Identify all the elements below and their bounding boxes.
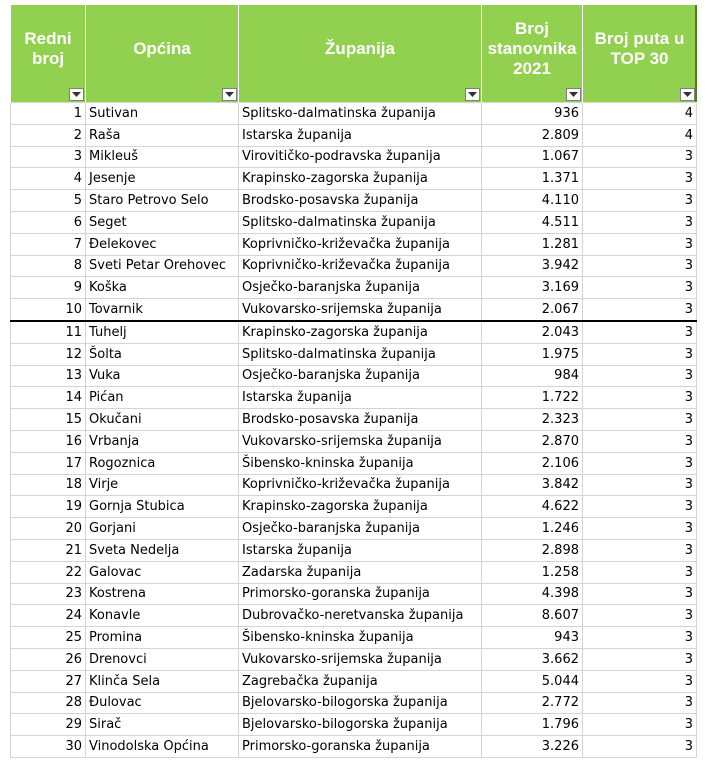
rank-cell[interactable]: 21 xyxy=(11,539,86,561)
population-cell[interactable]: 4.398 xyxy=(482,583,583,605)
municipality-cell[interactable]: Kostrena xyxy=(86,583,239,605)
municipality-cell[interactable]: Rogoznica xyxy=(86,452,239,474)
top30-count-cell[interactable]: 3 xyxy=(583,343,697,365)
rank-cell[interactable]: 2 xyxy=(11,124,86,146)
table-row xyxy=(11,561,697,583)
top30-count-cell[interactable]: 3 xyxy=(583,561,697,583)
top30-count-cell[interactable]: 4 xyxy=(583,103,697,125)
table-row xyxy=(11,409,697,431)
municipality-cell[interactable]: Gornja Stubica xyxy=(86,496,239,518)
rank-cell[interactable]: 17 xyxy=(11,452,86,474)
population-cell[interactable]: 3.842 xyxy=(482,474,583,496)
population-cell[interactable]: 1.258 xyxy=(482,561,583,583)
municipality-cell[interactable]: Galovac xyxy=(86,561,239,583)
rank-cell[interactable]: 5 xyxy=(11,190,86,212)
top30-count-cell[interactable]: 3 xyxy=(583,277,697,299)
municipality-cell[interactable]: Okučani xyxy=(86,409,239,431)
filter-dropdown-button[interactable] xyxy=(566,88,581,101)
table-row xyxy=(11,387,697,409)
table-row xyxy=(11,365,697,387)
column-header-label: Broj puta u TOP 30 xyxy=(594,28,685,68)
population-cell[interactable]: 2.106 xyxy=(482,452,583,474)
column-divider xyxy=(695,5,697,102)
column-header-top30-count xyxy=(583,5,697,103)
table-row xyxy=(11,539,697,561)
rank-cell[interactable]: 22 xyxy=(11,561,86,583)
county-cell[interactable]: Zagrebačka županija xyxy=(239,670,482,692)
table-row xyxy=(11,430,697,452)
top30-count-cell[interactable]: 3 xyxy=(583,692,697,714)
county-cell[interactable]: Vukovarsko-srijemska županija xyxy=(239,430,482,452)
municipality-cell[interactable]: Vrbanja xyxy=(86,430,239,452)
rank-cell[interactable]: 24 xyxy=(11,605,86,627)
county-cell[interactable]: Istarska županija xyxy=(239,387,482,409)
county-cell[interactable]: Krapinsko-zagorska županija xyxy=(239,168,482,190)
table-row xyxy=(11,474,697,496)
top30-count-cell[interactable]: 3 xyxy=(583,605,697,627)
column-header-rank xyxy=(11,5,86,103)
rank-cell[interactable]: 6 xyxy=(11,211,86,233)
rank-cell[interactable]: 7 xyxy=(11,233,86,255)
chevron-down-icon xyxy=(683,92,692,98)
municipality-cell[interactable]: Sveti Petar Orehovec xyxy=(86,255,239,277)
county-cell[interactable]: Splitsko-dalmatinska županija xyxy=(239,211,482,233)
population-cell[interactable]: 2.809 xyxy=(482,124,583,146)
column-header-label: Općina xyxy=(133,38,191,58)
table-row xyxy=(11,299,697,321)
county-cell[interactable]: Šibensko-kninska županija xyxy=(239,452,482,474)
top30-count-cell[interactable]: 3 xyxy=(583,299,697,321)
county-cell[interactable]: Šibensko-kninska županija xyxy=(239,627,482,649)
county-cell[interactable]: Krapinsko-zagorska županija xyxy=(239,321,482,343)
municipality-cell[interactable]: Staro Petrovo Selo xyxy=(86,190,239,212)
municipality-cell[interactable]: Koška xyxy=(86,277,239,299)
population-cell[interactable]: 3.942 xyxy=(482,255,583,277)
county-cell[interactable]: Brodsko-posavska županija xyxy=(239,190,482,212)
table-row xyxy=(11,321,697,343)
county-cell[interactable]: Primorsko-goranska županija xyxy=(239,583,482,605)
county-cell[interactable]: Splitsko-dalmatinska županija xyxy=(239,343,482,365)
population-cell[interactable]: 1.281 xyxy=(482,233,583,255)
spreadsheet xyxy=(10,5,696,758)
county-cell[interactable]: Krapinsko-zagorska županija xyxy=(239,496,482,518)
county-cell[interactable]: Bjelovarsko-bilogorska županija xyxy=(239,714,482,736)
top30-count-cell[interactable]: 3 xyxy=(583,146,697,168)
top30-count-cell[interactable]: 3 xyxy=(583,168,697,190)
table-row xyxy=(11,518,697,540)
table-row xyxy=(11,255,697,277)
county-cell[interactable]: Virovitičko-podravska županija xyxy=(239,146,482,168)
population-cell[interactable]: 8.607 xyxy=(482,605,583,627)
municipality-cell[interactable]: Šolta xyxy=(86,343,239,365)
column-header-label: Županija xyxy=(325,38,395,58)
population-cell[interactable]: 4.110 xyxy=(482,190,583,212)
table-row xyxy=(11,648,697,670)
rank-cell[interactable]: 10 xyxy=(11,299,86,321)
population-cell[interactable]: 3.662 xyxy=(482,648,583,670)
top30-count-cell[interactable]: 3 xyxy=(583,648,697,670)
table-row xyxy=(11,168,697,190)
table-row xyxy=(11,496,697,518)
county-cell[interactable]: Istarska županija xyxy=(239,539,482,561)
data-table xyxy=(10,5,697,758)
top30-count-cell[interactable]: 3 xyxy=(583,736,697,758)
table-row xyxy=(11,233,697,255)
chevron-down-icon xyxy=(569,92,578,98)
rank-cell[interactable]: 16 xyxy=(11,430,86,452)
municipality-cell[interactable]: Vinodolska Općina xyxy=(86,736,239,758)
population-cell[interactable]: 2.067 xyxy=(482,299,583,321)
municipality-cell[interactable]: Virje xyxy=(86,474,239,496)
top30-count-cell[interactable]: 3 xyxy=(583,714,697,736)
top30-count-cell[interactable]: 3 xyxy=(583,233,697,255)
table-row xyxy=(11,146,697,168)
rank-cell[interactable]: 8 xyxy=(11,255,86,277)
municipality-cell[interactable]: Mikleuš xyxy=(86,146,239,168)
rank-cell[interactable]: 23 xyxy=(11,583,86,605)
table-row xyxy=(11,211,697,233)
rank-cell[interactable]: 28 xyxy=(11,692,86,714)
table-row xyxy=(11,343,697,365)
population-cell[interactable]: 5.044 xyxy=(482,670,583,692)
filter-dropdown-button[interactable] xyxy=(465,88,480,101)
county-cell[interactable]: Primorsko-goranska županija xyxy=(239,736,482,758)
rank-cell[interactable]: 30 xyxy=(11,736,86,758)
population-cell[interactable]: 3.226 xyxy=(482,736,583,758)
table-row xyxy=(11,627,697,649)
top30-count-cell[interactable]: 4 xyxy=(583,124,697,146)
rank-cell[interactable]: 14 xyxy=(11,387,86,409)
municipality-cell[interactable]: Drenovci xyxy=(86,648,239,670)
population-cell[interactable]: 1.371 xyxy=(482,168,583,190)
top30-count-cell[interactable]: 3 xyxy=(583,255,697,277)
top30-count-cell[interactable]: 3 xyxy=(583,518,697,540)
filter-dropdown-button[interactable] xyxy=(69,88,84,101)
rank-cell[interactable]: 12 xyxy=(11,343,86,365)
population-cell[interactable]: 2.870 xyxy=(482,430,583,452)
county-cell[interactable]: Istarska županija xyxy=(239,124,482,146)
top30-count-cell[interactable]: 3 xyxy=(583,583,697,605)
rank-cell[interactable]: 25 xyxy=(11,627,86,649)
population-cell[interactable]: 943 xyxy=(482,627,583,649)
column-header-population xyxy=(482,5,583,103)
column-header-label: Redni broj xyxy=(24,28,72,68)
top30-count-cell[interactable]: 3 xyxy=(583,670,697,692)
population-cell[interactable]: 2.323 xyxy=(482,409,583,431)
table-row xyxy=(11,452,697,474)
county-cell[interactable]: Osječko-baranjska županija xyxy=(239,277,482,299)
county-cell[interactable]: Osječko-baranjska županija xyxy=(239,365,482,387)
top30-count-cell[interactable]: 3 xyxy=(583,539,697,561)
county-cell[interactable]: Vukovarsko-srijemska županija xyxy=(239,299,482,321)
municipality-cell[interactable]: Sveta Nedelja xyxy=(86,539,239,561)
municipality-cell[interactable]: Sirač xyxy=(86,714,239,736)
county-cell[interactable]: Koprivničko-križevačka županija xyxy=(239,474,482,496)
filter-dropdown-button[interactable] xyxy=(680,88,695,101)
rank-cell[interactable]: 27 xyxy=(11,670,86,692)
top30-count-cell[interactable]: 3 xyxy=(583,496,697,518)
top30-count-cell[interactable]: 3 xyxy=(583,387,697,409)
rank-cell[interactable]: 26 xyxy=(11,648,86,670)
municipality-cell[interactable]: Đulovac xyxy=(86,692,239,714)
municipality-cell[interactable]: Vuka xyxy=(86,365,239,387)
county-cell[interactable]: Bjelovarsko-bilogorska županija xyxy=(239,692,482,714)
population-cell[interactable]: 2.772 xyxy=(482,692,583,714)
municipality-cell[interactable]: Jesenje xyxy=(86,168,239,190)
rank-cell[interactable]: 18 xyxy=(11,474,86,496)
population-cell[interactable]: 1.796 xyxy=(482,714,583,736)
rank-cell[interactable]: 3 xyxy=(11,146,86,168)
table-body xyxy=(11,103,697,758)
top30-count-cell[interactable]: 3 xyxy=(583,627,697,649)
rank-cell[interactable]: 20 xyxy=(11,518,86,540)
top30-count-cell[interactable]: 3 xyxy=(583,474,697,496)
municipality-cell[interactable]: Tuhelj xyxy=(86,321,239,343)
rank-cell[interactable]: 15 xyxy=(11,409,86,431)
county-cell[interactable]: Splitsko-dalmatinska županija xyxy=(239,103,482,125)
population-cell[interactable]: 2.898 xyxy=(482,539,583,561)
municipality-cell[interactable]: Gorjani xyxy=(86,518,239,540)
rank-cell[interactable]: 1 xyxy=(11,103,86,125)
chevron-down-icon xyxy=(72,92,81,98)
table-row xyxy=(11,124,697,146)
column-header-label: Broj stanovnika 2021 xyxy=(487,18,577,78)
population-cell[interactable]: 1.722 xyxy=(482,387,583,409)
municipality-cell[interactable]: Raša xyxy=(86,124,239,146)
county-cell[interactable]: Zadarska županija xyxy=(239,561,482,583)
population-cell[interactable]: 3.169 xyxy=(482,277,583,299)
municipality-cell[interactable]: Đelekovec xyxy=(86,233,239,255)
rank-cell[interactable]: 13 xyxy=(11,365,86,387)
municipality-cell[interactable]: Promina xyxy=(86,627,239,649)
rank-cell[interactable]: 29 xyxy=(11,714,86,736)
top30-count-cell[interactable]: 3 xyxy=(583,452,697,474)
table-row xyxy=(11,190,697,212)
county-cell[interactable]: Osječko-baranjska županija xyxy=(239,518,482,540)
chevron-down-icon xyxy=(468,92,477,98)
table-row xyxy=(11,605,697,627)
top30-count-cell[interactable]: 3 xyxy=(583,211,697,233)
county-cell[interactable]: Koprivničko-križevačka županija xyxy=(239,255,482,277)
table-row xyxy=(11,714,697,736)
population-cell[interactable]: 1.067 xyxy=(482,146,583,168)
header-row xyxy=(11,5,697,103)
county-cell[interactable]: Dubrovačko-neretvanska županija xyxy=(239,605,482,627)
top30-count-cell[interactable]: 3 xyxy=(583,190,697,212)
municipality-cell[interactable]: Tovarnik xyxy=(86,299,239,321)
table-row xyxy=(11,692,697,714)
rank-cell[interactable]: 4 xyxy=(11,168,86,190)
top30-count-cell[interactable]: 3 xyxy=(583,409,697,431)
population-cell[interactable]: 4.511 xyxy=(482,211,583,233)
column-header-municipality xyxy=(86,5,239,103)
table-row xyxy=(11,103,697,125)
table-row xyxy=(11,583,697,605)
table-row xyxy=(11,736,697,758)
population-cell[interactable]: 936 xyxy=(482,103,583,125)
table-row xyxy=(11,670,697,692)
municipality-cell[interactable]: Sutivan xyxy=(86,103,239,125)
county-cell[interactable]: Brodsko-posavska županija xyxy=(239,409,482,431)
rank-cell[interactable]: 9 xyxy=(11,277,86,299)
municipality-cell[interactable]: Klinča Sela xyxy=(86,670,239,692)
column-header-county xyxy=(239,5,482,103)
top30-count-cell[interactable]: 3 xyxy=(583,365,697,387)
municipality-cell[interactable]: Pićan xyxy=(86,387,239,409)
filter-dropdown-button[interactable] xyxy=(222,88,237,101)
municipality-cell[interactable]: Konavle xyxy=(86,605,239,627)
county-cell[interactable]: Vukovarsko-srijemska županija xyxy=(239,648,482,670)
top30-count-cell[interactable]: 3 xyxy=(583,321,697,343)
municipality-cell[interactable]: Seget xyxy=(86,211,239,233)
population-cell[interactable]: 1.975 xyxy=(482,343,583,365)
population-cell[interactable]: 1.246 xyxy=(482,518,583,540)
rank-cell[interactable]: 11 xyxy=(11,321,86,343)
county-cell[interactable]: Koprivničko-križevačka županija xyxy=(239,233,482,255)
population-cell[interactable]: 4.622 xyxy=(482,496,583,518)
rank-cell[interactable]: 19 xyxy=(11,496,86,518)
chevron-down-icon xyxy=(225,92,234,98)
top30-count-cell[interactable]: 3 xyxy=(583,430,697,452)
population-cell[interactable]: 984 xyxy=(482,365,583,387)
population-cell[interactable]: 2.043 xyxy=(482,321,583,343)
table-row xyxy=(11,277,697,299)
